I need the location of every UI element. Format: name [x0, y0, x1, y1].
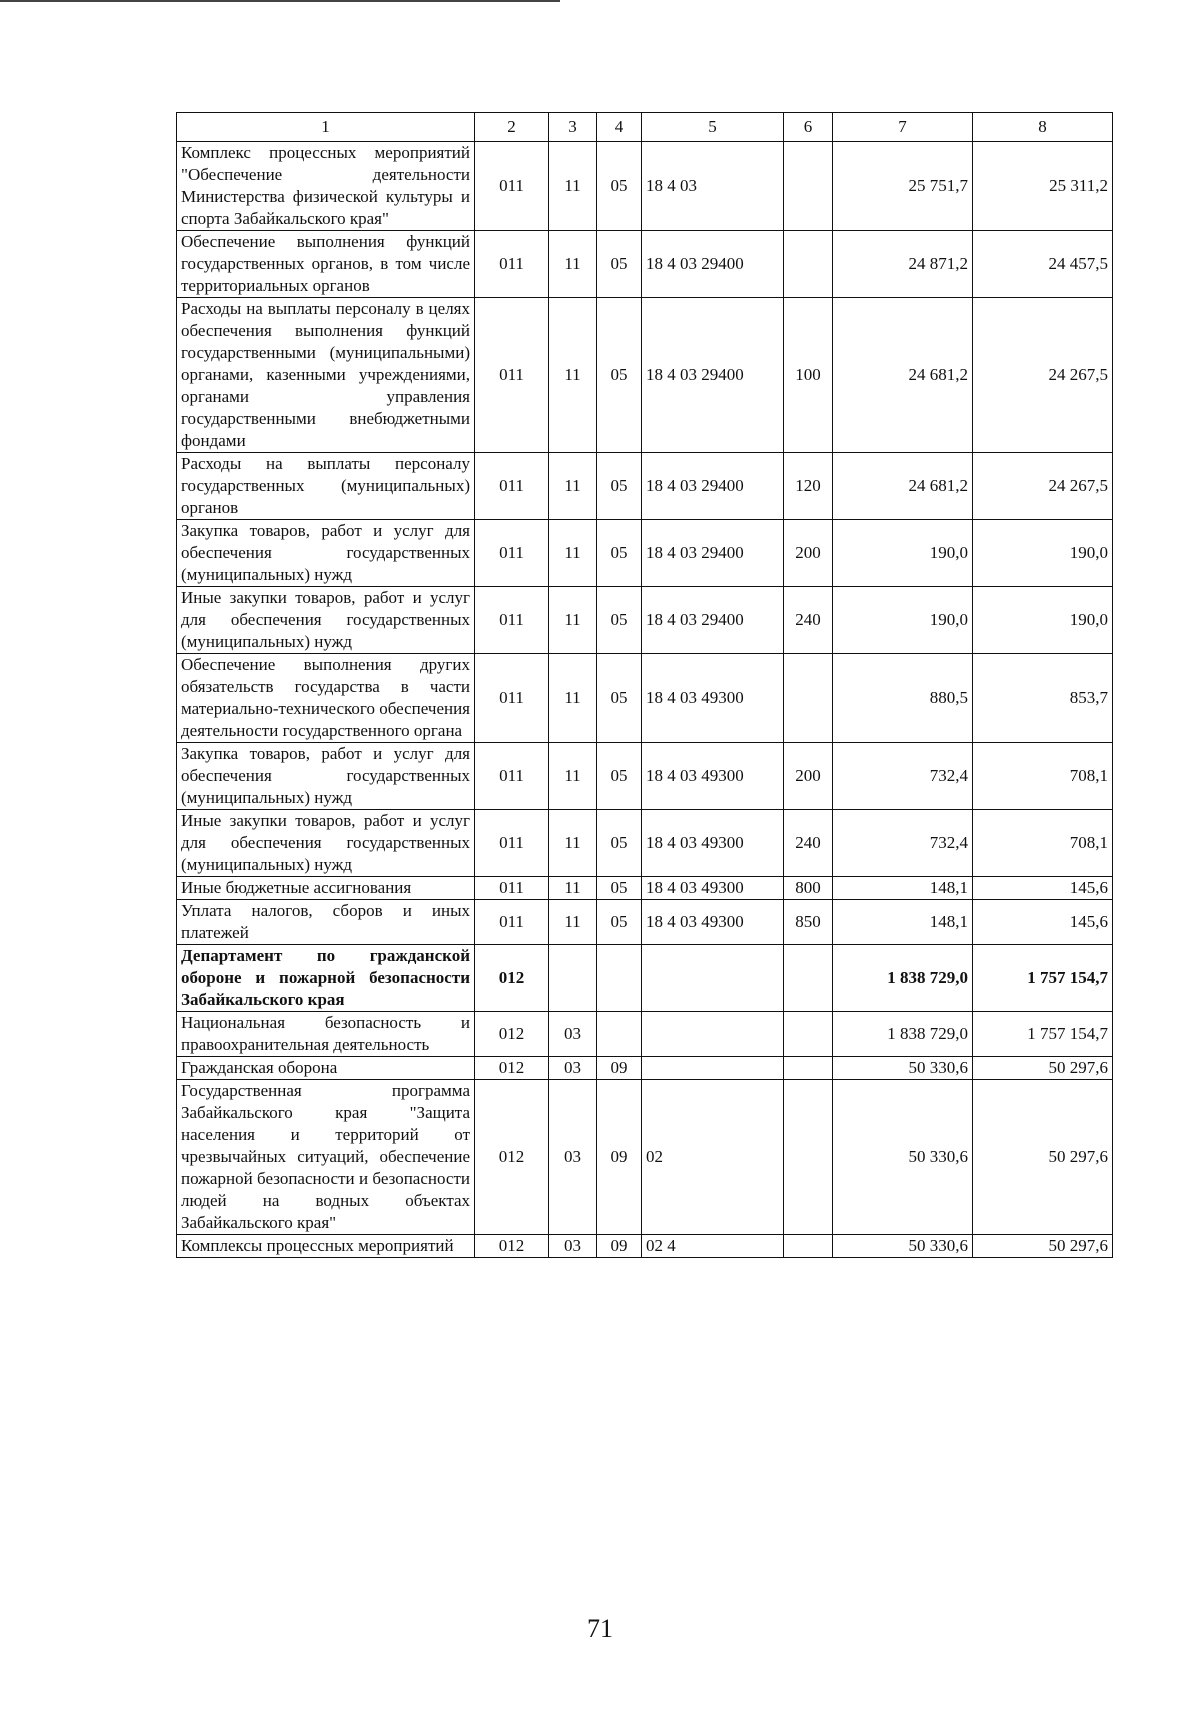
cell-name: Комплексы процессных мероприятий: [177, 1235, 475, 1258]
cell-section-code: 11: [549, 142, 597, 231]
cell-amount-year-1: 1 838 729,0: [833, 1012, 973, 1057]
cell-amount-year-1: 24 871,2: [833, 231, 973, 298]
header-col-5: 5: [642, 113, 784, 142]
cell-expense-type: [784, 1235, 833, 1258]
cell-department-code: 011: [475, 520, 549, 587]
cell-amount-year-2: 50 297,6: [973, 1080, 1113, 1235]
table-row: [177, 945, 1113, 1012]
cell-expense-type: 200: [784, 743, 833, 810]
cell-subsection-code: 05: [597, 654, 642, 743]
cell-target-article: 18 4 03 49300: [642, 900, 784, 945]
table-row: [177, 1057, 1113, 1080]
cell-amount-year-2: 50 297,6: [973, 1235, 1113, 1258]
cell-section-code: 03: [549, 1235, 597, 1258]
cell-amount-year-1: 24 681,2: [833, 453, 973, 520]
header-col-6: 6: [784, 113, 833, 142]
cell-section-code: 03: [549, 1057, 597, 1080]
cell-amount-year-2: 853,7: [973, 654, 1113, 743]
cell-expense-type: [784, 231, 833, 298]
cell-expense-type: 850: [784, 900, 833, 945]
cell-name: Иные бюджетные ассигнования: [177, 877, 475, 900]
table-row: [177, 810, 1113, 877]
table-row: [177, 877, 1113, 900]
cell-target-article: 18 4 03 29400: [642, 587, 784, 654]
cell-subsection-code: 09: [597, 1080, 642, 1235]
cell-amount-year-2: 708,1: [973, 743, 1113, 810]
cell-subsection-code: 05: [597, 231, 642, 298]
cell-amount-year-2: 1 757 154,7: [973, 945, 1113, 1012]
cell-name: Обеспечение выполнения функций государственных органов, в том числе территориальных органов: [177, 231, 475, 298]
cell-target-article: 18 4 03 49300: [642, 743, 784, 810]
cell-subsection-code: 09: [597, 1057, 642, 1080]
cell-subsection-code: 05: [597, 810, 642, 877]
cell-department-code: 012: [475, 1080, 549, 1235]
cell-department-code: 011: [475, 453, 549, 520]
cell-department-code: 011: [475, 587, 549, 654]
table-row: [177, 453, 1113, 520]
cell-name: Закупка товаров, работ и услуг для обеспечения государственных (муниципальных) нужд: [177, 520, 475, 587]
cell-subsection-code: 05: [597, 298, 642, 453]
cell-amount-year-2: 50 297,6: [973, 1057, 1113, 1080]
cell-target-article: 18 4 03 49300: [642, 877, 784, 900]
cell-department-code: 011: [475, 743, 549, 810]
table-row: [177, 1012, 1113, 1057]
cell-target-article: 02: [642, 1080, 784, 1235]
table-row: [177, 520, 1113, 587]
cell-subsection-code: 05: [597, 142, 642, 231]
cell-subsection-code: 05: [597, 877, 642, 900]
table-row: [177, 142, 1113, 231]
cell-expense-type: [784, 1012, 833, 1057]
table-row: [177, 1080, 1113, 1235]
cell-name: Иные закупки товаров, работ и услуг для обеспечения государственных (муниципальных) нужд: [177, 587, 475, 654]
table-row: [177, 900, 1113, 945]
cell-name: Уплата налогов, сборов и иных платежей: [177, 900, 475, 945]
cell-amount-year-1: 732,4: [833, 810, 973, 877]
cell-target-article: [642, 945, 784, 1012]
cell-target-article: 18 4 03 49300: [642, 654, 784, 743]
cell-name: Гражданская оборона: [177, 1057, 475, 1080]
header-col-8: 8: [973, 113, 1113, 142]
cell-amount-year-1: 148,1: [833, 900, 973, 945]
header-col-3: 3: [549, 113, 597, 142]
cell-section-code: 11: [549, 900, 597, 945]
cell-subsection-code: 05: [597, 520, 642, 587]
cell-target-article: [642, 1057, 784, 1080]
cell-expense-type: 100: [784, 298, 833, 453]
cell-subsection-code: [597, 945, 642, 1012]
budget-table: [176, 112, 1113, 1258]
header-col-2: 2: [475, 113, 549, 142]
cell-name: Закупка товаров, работ и услуг для обеспечения государственных (муниципальных) нужд: [177, 743, 475, 810]
cell-section-code: 11: [549, 587, 597, 654]
cell-target-article: 18 4 03 29400: [642, 298, 784, 453]
cell-expense-type: [784, 654, 833, 743]
cell-name: Государственная программа Забайкальского края "Защита населения и территорий от чрезвычайных ситуаций, обеспечение пожарной безопасности и безопасности людей на водных объектах Забайкальского края": [177, 1080, 475, 1235]
cell-department-code: 011: [475, 877, 549, 900]
cell-amount-year-2: 190,0: [973, 587, 1113, 654]
table-row: [177, 587, 1113, 654]
cell-amount-year-2: 24 457,5: [973, 231, 1113, 298]
cell-section-code: 11: [549, 810, 597, 877]
cell-target-article: 18 4 03 29400: [642, 520, 784, 587]
cell-section-code: 11: [549, 453, 597, 520]
cell-section-code: 03: [549, 1080, 597, 1235]
cell-amount-year-2: 145,6: [973, 877, 1113, 900]
cell-expense-type: [784, 1080, 833, 1235]
cell-department-code: 012: [475, 945, 549, 1012]
cell-subsection-code: 05: [597, 453, 642, 520]
cell-amount-year-1: 25 751,7: [833, 142, 973, 231]
cell-subsection-code: 05: [597, 900, 642, 945]
cell-amount-year-1: 148,1: [833, 877, 973, 900]
cell-name: Расходы на выплаты персоналу в целях обеспечения выполнения функций государственными (муниципальными) органами, казенными учреждениями, органами управления государственными внебюджетными фондами: [177, 298, 475, 453]
table-row: [177, 1235, 1113, 1258]
cell-expense-type: 120: [784, 453, 833, 520]
cell-name: Комплекс процессных мероприятий "Обеспечение деятельности Министерства физической культуры и спорта Забайкальского края": [177, 142, 475, 231]
cell-section-code: 11: [549, 654, 597, 743]
cell-expense-type: 240: [784, 810, 833, 877]
header-row: [177, 113, 1113, 142]
cell-department-code: 012: [475, 1012, 549, 1057]
cell-expense-type: [784, 1057, 833, 1080]
cell-name: Департамент по гражданской обороне и пожарной безопасности Забайкальского края: [177, 945, 475, 1012]
cell-expense-type: 200: [784, 520, 833, 587]
cell-amount-year-1: 190,0: [833, 587, 973, 654]
cell-expense-type: 240: [784, 587, 833, 654]
cell-section-code: 11: [549, 877, 597, 900]
header-col-1: 1: [177, 113, 475, 142]
page-number: 71: [587, 1614, 613, 1643]
cell-name: Обеспечение выполнения других обязательств государства в части материально-технического обеспечения деятельности государственного органа: [177, 654, 475, 743]
cell-department-code: 012: [475, 1235, 549, 1258]
table-row: [177, 743, 1113, 810]
header-col-4: 4: [597, 113, 642, 142]
cell-amount-year-2: 1 757 154,7: [973, 1012, 1113, 1057]
cell-target-article: 18 4 03: [642, 142, 784, 231]
cell-section-code: [549, 945, 597, 1012]
cell-section-code: 03: [549, 1012, 597, 1057]
cell-department-code: 011: [475, 810, 549, 877]
table-body: [177, 142, 1113, 1258]
cell-amount-year-1: 190,0: [833, 520, 973, 587]
cell-department-code: 012: [475, 1057, 549, 1080]
cell-amount-year-1: 50 330,6: [833, 1080, 973, 1235]
cell-subsection-code: [597, 1012, 642, 1057]
cell-amount-year-2: 24 267,5: [973, 298, 1113, 453]
cell-target-article: [642, 1012, 784, 1057]
cell-section-code: 11: [549, 231, 597, 298]
scan-top-rule: [0, 0, 560, 2]
cell-target-article: 18 4 03 29400: [642, 453, 784, 520]
cell-amount-year-2: 708,1: [973, 810, 1113, 877]
cell-name: Иные закупки товаров, работ и услуг для обеспечения государственных (муниципальных) нужд: [177, 810, 475, 877]
table-row: [177, 298, 1113, 453]
cell-name: Национальная безопасность и правоохранительная деятельность: [177, 1012, 475, 1057]
cell-subsection-code: 05: [597, 743, 642, 810]
cell-amount-year-1: 50 330,6: [833, 1057, 973, 1080]
cell-subsection-code: 09: [597, 1235, 642, 1258]
cell-section-code: 11: [549, 520, 597, 587]
cell-target-article: 02 4: [642, 1235, 784, 1258]
cell-amount-year-2: 145,6: [973, 900, 1113, 945]
cell-amount-year-2: 25 311,2: [973, 142, 1113, 231]
cell-department-code: 011: [475, 142, 549, 231]
cell-amount-year-1: 24 681,2: [833, 298, 973, 453]
cell-amount-year-1: 732,4: [833, 743, 973, 810]
cell-amount-year-2: 24 267,5: [973, 453, 1113, 520]
cell-expense-type: 800: [784, 877, 833, 900]
cell-expense-type: [784, 945, 833, 1012]
cell-department-code: 011: [475, 231, 549, 298]
cell-department-code: 011: [475, 900, 549, 945]
table-header: [177, 113, 1113, 142]
cell-section-code: 11: [549, 298, 597, 453]
cell-target-article: 18 4 03 29400: [642, 231, 784, 298]
cell-target-article: 18 4 03 49300: [642, 810, 784, 877]
cell-name: Расходы на выплаты персоналу государственных (муниципальных) органов: [177, 453, 475, 520]
cell-section-code: 11: [549, 743, 597, 810]
table-row: [177, 231, 1113, 298]
cell-amount-year-1: 880,5: [833, 654, 973, 743]
cell-subsection-code: 05: [597, 587, 642, 654]
cell-department-code: 011: [475, 654, 549, 743]
cell-amount-year-2: 190,0: [973, 520, 1113, 587]
cell-amount-year-1: 50 330,6: [833, 1235, 973, 1258]
cell-amount-year-1: 1 838 729,0: [833, 945, 973, 1012]
cell-expense-type: [784, 142, 833, 231]
table-row: [177, 654, 1113, 743]
cell-department-code: 011: [475, 298, 549, 453]
header-col-7: 7: [833, 113, 973, 142]
